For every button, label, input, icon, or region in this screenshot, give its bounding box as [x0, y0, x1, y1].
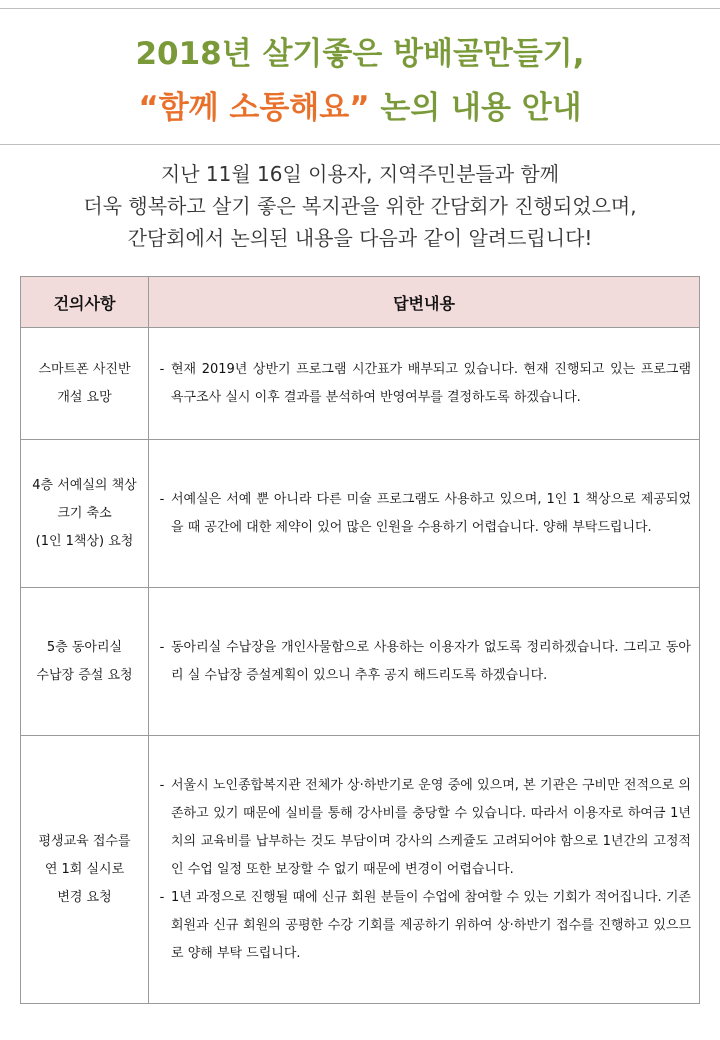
header-topic: 건의사항 [21, 277, 149, 328]
answer-cell [149, 588, 700, 736]
answer-cell [149, 328, 700, 440]
topic-line: 4층 서예실의 책상 [32, 477, 137, 493]
topic-cell [21, 736, 149, 1004]
topic-line: 수납장 증설 요청 [36, 667, 133, 683]
title-divider [0, 144, 720, 145]
bullet-dash: - [159, 639, 165, 655]
top-divider [0, 8, 720, 9]
answer-item [153, 772, 691, 884]
answer-text: 1년 과정으로 진행될 때에 신규 회원 분들이 수업에 참여할 수 있는 기회가 적어집니다. 기존회원과 신규 회원의 공평한 수강 기회를 제공하기 위하여 상·하반기 접수를 진행하고 있으므로 양해 부탁 드립니다. [171, 889, 691, 961]
table-row [21, 588, 700, 736]
page-title-line1: 2018년 살기좋은 방배골만들기, [135, 36, 585, 72]
title-accent: “함께 소통해요” [138, 90, 370, 126]
topic-line: (1인 1책상) 요청 [35, 533, 134, 549]
topic-line: 연 1회 실시로 [44, 861, 125, 877]
answer-text: 서울시 노인종합복지관 전체가 상·하반기로 운영 중에 있으며, 본 기관은 구비만 전적으로 의존하고 있기 때문에 실비를 통해 강사비를 충당할 수 있습니다. 따라서 이용자로 하여금 1년 치의 교육비를 납부하는 것도 부담이며 강사의 스케쥴도 고려되어야 함으로 1년간의 고정적인 수업 일정 또한 보장할 수 없기 때문에 변경이 어렵습니다. [171, 777, 691, 877]
topic-line: 개설 요망 [57, 389, 112, 405]
title-rest: 논의 내용 안내 [369, 90, 582, 126]
answer-cell [149, 440, 700, 588]
answer-item [153, 486, 691, 542]
bullet-dash: - [159, 361, 165, 377]
intro-line1: 지난 11월 16일 이용자, 지역주민분들과 함께 [160, 162, 560, 186]
intro-line3: 간담회에서 논의된 내용을 다음과 같이 알려드립니다! [127, 226, 593, 250]
table-row [21, 328, 700, 440]
answer-item [153, 356, 691, 412]
topic-cell [21, 440, 149, 588]
topic-line: 크기 축소 [57, 505, 112, 521]
topic-cell [21, 328, 149, 440]
answer-text: 서예실은 서예 뿐 아니라 다른 미술 프로그램도 사용하고 있으며, 1인 1 책상으로 제공되었을 때 공간에 대한 제약이 있어 많은 인원을 수용하기 어렵습니다. 양해 부탁드립니다. [171, 491, 691, 535]
answer-text: 동아리실 수납장을 개인사물함으로 사용하는 이용자가 없도록 정리하겠습니다. 그리고 동아리 실 수납장 증설계획이 있으니 추후 공지 해드리도록 하겠습니다. [171, 639, 691, 683]
topic-line: 변경 요청 [57, 889, 112, 905]
bullet-dash: - [159, 889, 165, 905]
answer-item [153, 634, 691, 690]
bullet-dash: - [159, 491, 165, 507]
bullet-dash: - [159, 777, 165, 793]
table-row [21, 440, 700, 588]
answer-cell [149, 736, 700, 1004]
intro-line2: 더욱 행복하고 살기 좋은 복지관을 위한 간담회가 진행되었으며, [83, 194, 637, 218]
header-answer: 답변내용 [149, 277, 700, 328]
topic-cell [21, 588, 149, 736]
topic-line: 스마트폰 사진반 [38, 361, 131, 377]
topic-line: 5층 동아리실 [46, 639, 123, 655]
answer-text: 현재 2019년 상반기 프로그램 시간표가 배부되고 있습니다. 현재 진행되고 있는 프로그램 욕구조사 실시 이후 결과를 분석하여 반영여부를 결정하도록 하겠습니다. [171, 361, 691, 405]
qa-table [20, 276, 700, 1004]
page-title-line2 [0, 88, 720, 128]
topic-line: 평생교육 접수를 [38, 833, 131, 849]
answer-item [153, 884, 691, 968]
table-row [21, 736, 700, 1004]
table-header-row [21, 277, 700, 328]
